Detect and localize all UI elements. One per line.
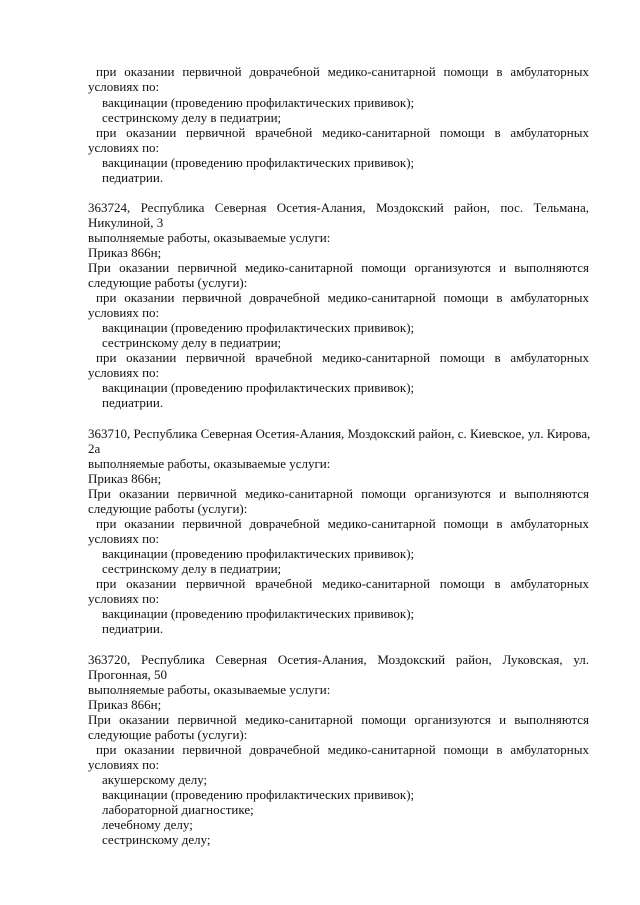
text-line: условиях по: bbox=[88, 365, 160, 380]
text-line: сестринскому делу в педиатрии; bbox=[102, 110, 282, 125]
text-line: выполняемые работы, оказываемые услуги: bbox=[88, 456, 331, 471]
text-line: следующие работы (услуги): bbox=[88, 727, 248, 742]
text-line: педиатрии. bbox=[102, 395, 164, 410]
text-line: следующие работы (услуги): bbox=[88, 275, 248, 290]
text-line: условиях по: bbox=[88, 305, 160, 320]
text-line: условиях по: bbox=[88, 591, 160, 606]
text-line: вакцинации (проведению профилактических прививок); bbox=[102, 95, 415, 110]
text-line: вакцинации (проведению профилактических прививок); bbox=[102, 546, 415, 561]
text-line: выполняемые работы, оказываемые услуги: bbox=[88, 682, 331, 697]
text-line: при оказании первичной доврачебной медико-санитарной помощи в амбулаторных bbox=[96, 290, 589, 305]
text-line: вакцинации (проведению профилактических прививок); bbox=[102, 606, 415, 621]
address-line: Никулиной, 3 bbox=[88, 215, 164, 230]
text-line: условиях по: bbox=[88, 79, 160, 94]
address-line: 363710, Республика Северная Осетия-Алания, Моздокский район, с. Киевское, ул. Кирова, bbox=[88, 426, 591, 441]
text-line: сестринскому делу; bbox=[102, 832, 211, 847]
address-line: 2а bbox=[88, 441, 101, 456]
text-line: При оказании первичной медико-санитарной помощи организуются и выполняются bbox=[88, 486, 589, 501]
text-line: педиатрии. bbox=[102, 621, 164, 636]
text-line: Приказ 866н; bbox=[88, 697, 162, 712]
text-line: условиях по: bbox=[88, 757, 160, 772]
text-line: вакцинации (проведению профилактических прививок); bbox=[102, 320, 415, 335]
text-line: при оказании первичной врачебной медико-санитарной помощи в амбулаторных bbox=[96, 576, 589, 591]
text-line: при оказании первичной врачебной медико-санитарной помощи в амбулаторных bbox=[96, 350, 589, 365]
text-line: При оказании первичной медико-санитарной помощи организуются и выполняются bbox=[88, 260, 589, 275]
text-line: Приказ 866н; bbox=[88, 245, 162, 260]
address-line: Прогонная, 50 bbox=[88, 667, 168, 682]
text-line: вакцинации (проведению профилактических прививок); bbox=[102, 155, 415, 170]
text-line: педиатрии. bbox=[102, 170, 164, 185]
address-line: 363720, Республика Северная Осетия-Алания, Моздокский район, Луковская, ул. bbox=[88, 652, 589, 667]
text-line: при оказании первичной доврачебной медико-санитарной помощи в амбулаторных bbox=[96, 64, 589, 79]
text-line: При оказании первичной медико-санитарной помощи организуются и выполняются bbox=[88, 712, 589, 727]
text-line: Приказ 866н; bbox=[88, 471, 162, 486]
text-line: условиях по: bbox=[88, 531, 160, 546]
text-line: вакцинации (проведению профилактических прививок); bbox=[102, 787, 415, 802]
text-line: акушерскому делу; bbox=[102, 772, 208, 787]
text-line: лабораторной диагностике; bbox=[102, 802, 254, 817]
text-line: следующие работы (услуги): bbox=[88, 501, 248, 516]
text-line: сестринскому делу в педиатрии; bbox=[102, 561, 282, 576]
text-line: при оказании первичной доврачебной медико-санитарной помощи в амбулаторных bbox=[96, 742, 589, 757]
address-line: 363724, Республика Северная Осетия-Алания, Моздокский район, пос. Тельмана, bbox=[88, 200, 589, 215]
text-line: лечебному делу; bbox=[102, 817, 193, 832]
text-line: выполняемые работы, оказываемые услуги: bbox=[88, 230, 331, 245]
text-line: при оказании первичной врачебной медико-санитарной помощи в амбулаторных bbox=[96, 125, 589, 140]
text-line: условиях по: bbox=[88, 140, 160, 155]
text-line: сестринскому делу в педиатрии; bbox=[102, 335, 282, 350]
text-line: вакцинации (проведению профилактических прививок); bbox=[102, 380, 415, 395]
text-line: при оказании первичной доврачебной медико-санитарной помощи в амбулаторных bbox=[96, 516, 589, 531]
